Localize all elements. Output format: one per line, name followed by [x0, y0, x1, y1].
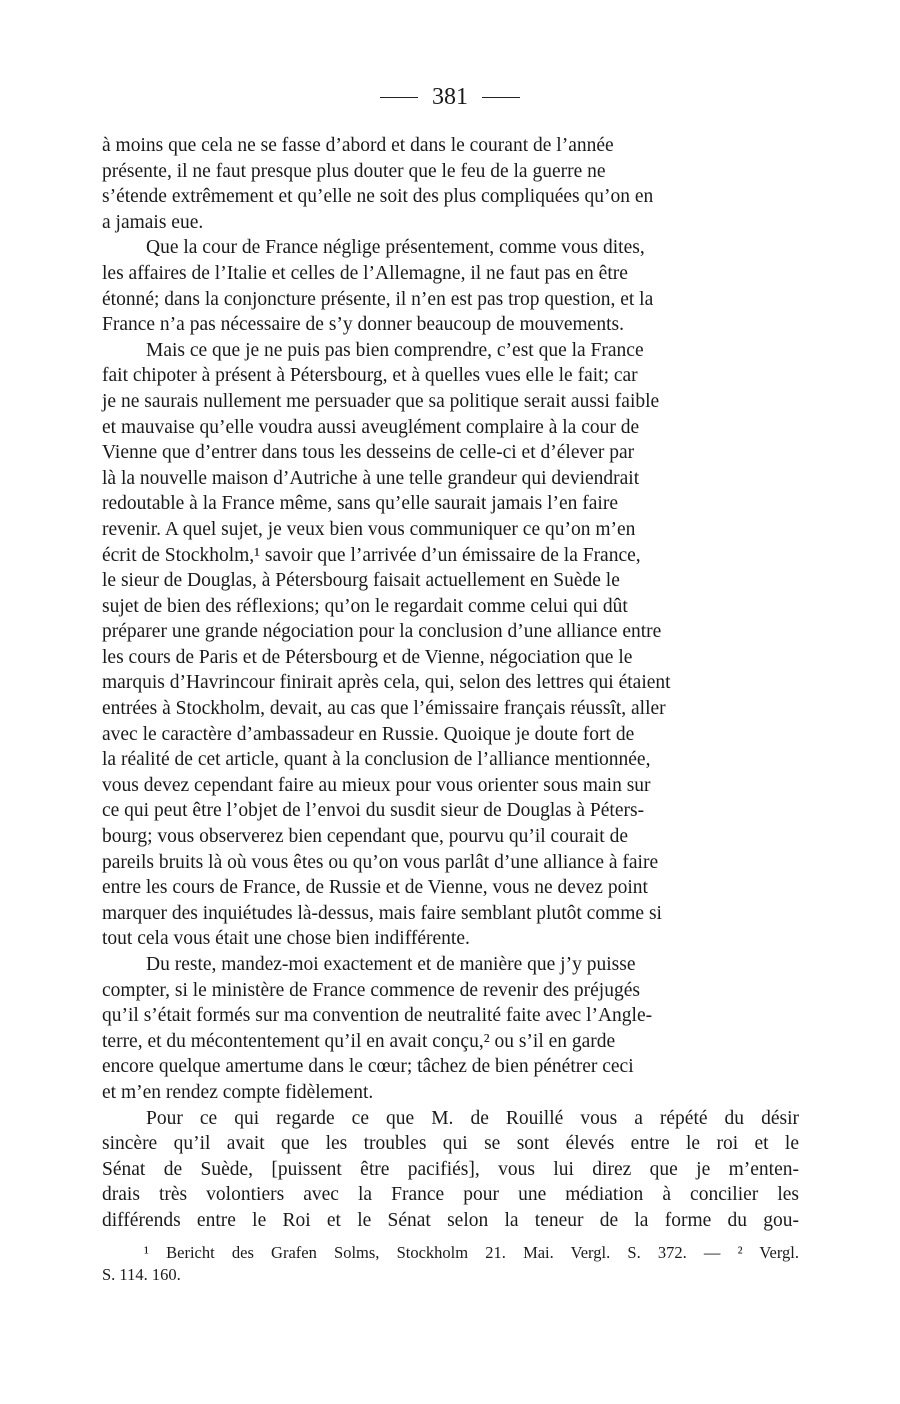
text-line: revenir. A quel sujet, je veux bien vous communiquer ce qu’on m’en [102, 518, 636, 540]
text-line: bourg; vous observerez bien cependant que, pourvu qu’il courait de [102, 826, 628, 848]
header-rule-left [380, 97, 418, 98]
text-line: avec le caractère d’ambassadeur en Russie. Quoique je doute fort de [102, 723, 635, 745]
text-line: là la nouvelle maison d’Autriche à une telle grandeur qui deviendrait [102, 467, 640, 489]
text-line: Vienne que d’entrer dans tous les desseins de celle-ci et d’élever par [102, 442, 635, 464]
text-line: fait chipoter à présent à Pétersbourg, et à quelles vues elle le fait; car [102, 365, 638, 387]
page-number: 381 [432, 84, 468, 110]
text-line: à moins que cela ne se fasse d’abord et dans le courant de l’année [102, 135, 614, 156]
header-rule-right [482, 97, 520, 98]
footnote-line: S. 114. 160. [102, 1265, 181, 1284]
text-line: je ne saurais nullement me persuader que sa politique serait aussi faible [102, 390, 660, 412]
paragraph-2 [102, 235, 799, 337]
text-line: pareils bruits là où vous êtes ou qu’on vous parlât d’une alliance à faire [102, 851, 659, 873]
text-line: étonné; dans la conjoncture présente, il n’en est pas trop question, et la [102, 288, 654, 310]
text-line: marquer des inquiétudes là-dessus, mais faire semblant plutôt comme si [102, 902, 662, 924]
paragraph-1 [102, 133, 799, 235]
text-line: s’étende extrêmement et qu’elle ne soit des plus compliquées qu’on en [102, 186, 654, 208]
text-line: et m’en rendez compte fidèlement. [102, 1081, 374, 1103]
text-line: le sieur de Douglas, à Pétersbourg faisait actuellement en Suède le [102, 570, 620, 592]
text-line: compter, si le ministère de France commence de revenir des préjugés [102, 979, 640, 1001]
text-line: entre les cours de France, de Russie et de Vienne, vous ne devez point [102, 877, 648, 899]
text-line: Que la cour de France néglige présentement, comme vous dites, [146, 237, 645, 259]
text-line: marquis d’Havrincour finirait après cela, qui, selon des lettres qui étaient [102, 672, 671, 694]
page-header [0, 84, 900, 111]
text-line: Mais ce que je ne puis pas bien comprendre, c’est que la France [146, 339, 644, 361]
text-line: la réalité de cet article, quant à la conclusion de l’alliance mentionnée, [102, 749, 651, 771]
text-line: tout cela vous était une chose bien indifférente. [102, 928, 470, 950]
text-line: Sénat de Suède, [puissent être pacifiés], vous lui direz que je m’enten- [102, 1158, 799, 1180]
paragraph-5 [102, 1106, 799, 1234]
text-line: entrées à Stockholm, devait, au cas que l’émissaire français réussît, aller [102, 698, 666, 720]
text-line: écrit de Stockholm,¹ savoir que l’arrivée d’un émissaire de la France, [102, 544, 641, 566]
text-line: Du reste, mandez-moi exactement et de manière que j’y puisse [146, 954, 636, 975]
paragraph-3 [102, 338, 799, 952]
text-line: qu’il s’était formés sur ma convention de neutralité faite avec l’Angle- [102, 1005, 653, 1027]
text-line: présente, il ne faut presque plus douter que le feu de la guerre ne [102, 160, 606, 182]
footnote-line: ¹ Bericht des Grafen Solms, Stockholm 21. Mai. Vergl. S. 372. — ² Vergl. [144, 1243, 799, 1262]
text-line: vous devez cependant faire au mieux pour vous orienter sous main sur [102, 774, 651, 796]
text-line: encore quelque amertume dans le cœur; tâchez de bien pénétrer ceci [102, 1056, 634, 1078]
text-line: différends entre le Roi et le Sénat selon la teneur de la forme du gou- [102, 1209, 799, 1231]
text-line: ce qui peut être l’objet de l’envoi du susdit sieur de Douglas à Péters- [102, 800, 645, 822]
text-line: redoutable à la France même, sans qu’elle saurait jamais l’en faire [102, 493, 618, 515]
body-text [102, 133, 799, 1234]
footnotes [102, 1242, 799, 1286]
text-line: préparer une grande négociation pour la conclusion d’une alliance entre [102, 621, 662, 643]
text-line: sujet de bien des réflexions; qu’on le regardait comme celui qui dût [102, 595, 628, 617]
text-line: Pour ce qui regarde ce que M. de Rouillé vous a répété du désir [146, 1107, 799, 1129]
text-line: et mauvaise qu’elle voudra aussi aveuglément complaire à la cour de [102, 416, 640, 438]
text-line: terre, et du mécontentement qu’il en avait conçu,² ou s’il en garde [102, 1030, 616, 1052]
text-line: les cours de Paris et de Pétersbourg et de Vienne, négociation que le [102, 646, 633, 668]
text-line: drais très volontiers avec la France pour une médiation à concilier les [102, 1184, 799, 1206]
paragraph-4 [102, 952, 799, 1106]
text-line: France n’a pas nécessaire de s’y donner beaucoup de mouvements. [102, 314, 624, 336]
text-line: les affaires de l’Italie et celles de l’Allemagne, il ne faut pas en être [102, 262, 628, 284]
text-line: sincère qu’il avait que les troubles qui se sont élevés entre le roi et le [102, 1133, 799, 1155]
text-line: a jamais eue. [102, 211, 204, 233]
